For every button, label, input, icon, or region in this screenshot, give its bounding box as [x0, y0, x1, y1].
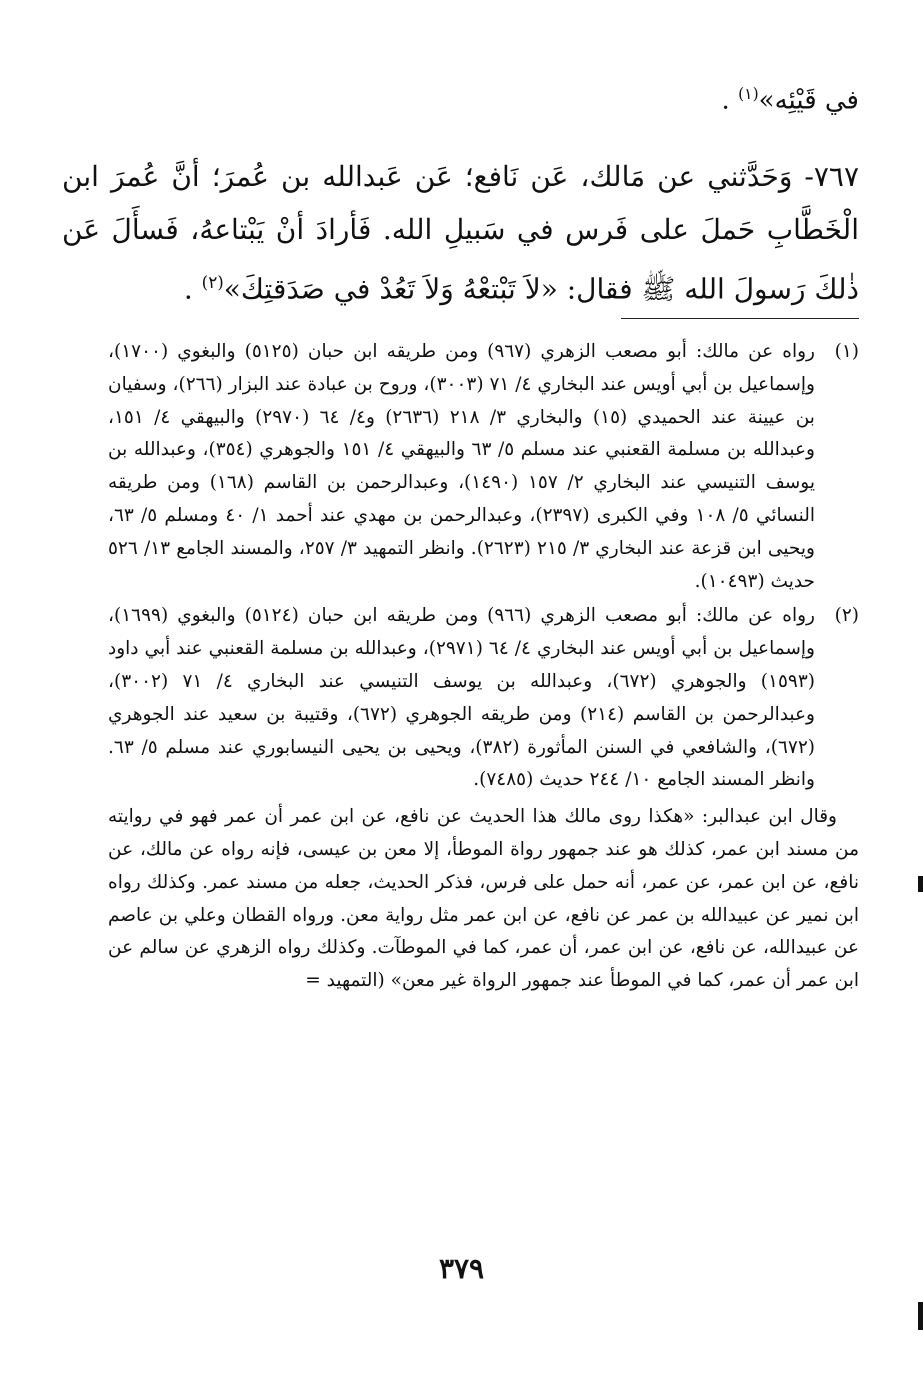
hadith-end: . [183, 272, 202, 306]
footnote-1 [108, 336, 859, 598]
footnote-ref-2: (٢) [201, 272, 224, 292]
scan-edge-mark [918, 876, 923, 892]
continued-text: في قَيْئِه» [758, 85, 859, 116]
footnote-ref-1: (١) [738, 85, 759, 103]
continued-end: . [721, 85, 739, 116]
continued-hadith-line [459, 72, 859, 123]
footnotes [108, 336, 859, 998]
footnote-separator [621, 318, 859, 319]
footnote-number: (١) [834, 341, 859, 362]
footnote-number: (٢) [834, 605, 859, 627]
page-number: ٣٧٩ [438, 1252, 485, 1285]
scan-edge-mark [918, 1302, 923, 1330]
ibn-abd-al-barr-quote: وقال ابن عبدالبر: «هكذا روى مالك هذا الحديث عن نافع، عن ابن عمر أن عمر فهو في روايته من مسند ابن عمر، كذلك هو عند جمهور رواة الموطأ، إلا معن بن عيسى، فإنه رواه عن مالك، عن نافع، عن ابن عمر، عن عمر، أنه حمل على فرس، فذكر الحديث، جعله من مسند عمر. وكذلك رواه ابن نمير عن عبيدالله بن عمر عن نافع، عن ابن عمر مثل رواية معن. ورواه القطان وعلي بن عاصم عن عبيدالله، عن نافع، عن ابن عمر، أن عمر، كما في الموطآت. وكذلك رواه الزهري عن سالم عن ابن عمر أن عمر، كما في الموطأ عند جمهور الرواة غير معن» (التمهيد = [108, 806, 859, 992]
hadith-text: ٧٦٧- وَحَدَّثني عن مَالك، عَن نَافع؛ عَن عَبدالله بن عُمرَ؛ أنَّ عُمرَ ابن الْخَطَّابِ حَملَ على فَرس في سَبيلِ الله. فَأرادَ أنْ يَبْتاعهُ، فَسأَلَ عَن ذٰلكَ رَسولَ الله ﷺ فقال: «لاَ تَبْتعْهُ وَلاَ تَعُدْ في صَدَقتِكَ» [62, 160, 859, 306]
footnote-text: رواه عن مالك: أبو مصعب الزهري (٩٦٦) ومن طريقه ابن حبان (٥١٢٤) والبغوي (١٦٩٩)، وإسماعيل بن أبي أويس عند البخاري ٤/ ٦٤ (٢٩٧١)، وعبدالله بن مسلمة القعنبي عند أبي داود (١٥٩٣) والجوهري (٦٧٢)، وعبدالله بن يوسف التنيسي عند البخاري ٤/ ٧١ (٣٠٠٢)، وعبدالرحمن بن القاسم (٢١٤) ومن طريقه الجوهري (٦٧٢)، وقتيبة بن سعيد عند الجوهري (٦٧٢)، والشافعي في السنن المأثورة (٣٨٢)، ويحيى بن يحيى النيسابوري عند مسلم ٥/ ٦٣. وانظر المسند الجامع ١٠/ ٢٤٤ حديث (٧٤٨٥). [108, 605, 816, 791]
footnote-2 [108, 600, 859, 797]
hadith-767 [62, 150, 859, 315]
footnote-text: رواه عن مالك: أبو مصعب الزهري (٩٦٧) ومن طريقه ابن حبان (٥١٢٥) والبغوي (١٧٠٠)، وإسماعيل بن أبي أويس عند البخاري ٤/ ٧١ (٣٠٠٣)، وروح بن عبادة عند البزار (٢٦٦)، وسفيان بن عيينة عند الحميدي (١٥) والبخاري ٣/ ٢١٨ (٢٦٣٦) و٤/ ٦٤ (٢٩٧٠) والبيهقي ٤/ ١٥١، وعبدالله بن مسلمة القعنبي عند مسلم ٥/ ٦٣ والبيهقي ٤/ ١٥١ والجوهري (٣٥٤)، وعبدالله بن يوسف التنيسي عند البخاري ٢/ ١٥٧ (١٤٩٠)، وعبدالرحمن بن القاسم (١٦٨) ومن طريقه النسائي ٥/ ١٠٨ وفي الكبرى (٢٣٩٧)، وعبدالرحمن بن مهدي عند أحمد ١/ ٤٠ ومسلم ٥/ ٦٣، ويحيى ابن قزعة عند البخاري ٣/ ٢١٥ (٢٦٢٣). وانظر التمهيد ٣/ ٢٥٧، والمسند الجامع ١٣/ ٥٢٦ حديث (١٠٤٩٣). [108, 341, 815, 592]
